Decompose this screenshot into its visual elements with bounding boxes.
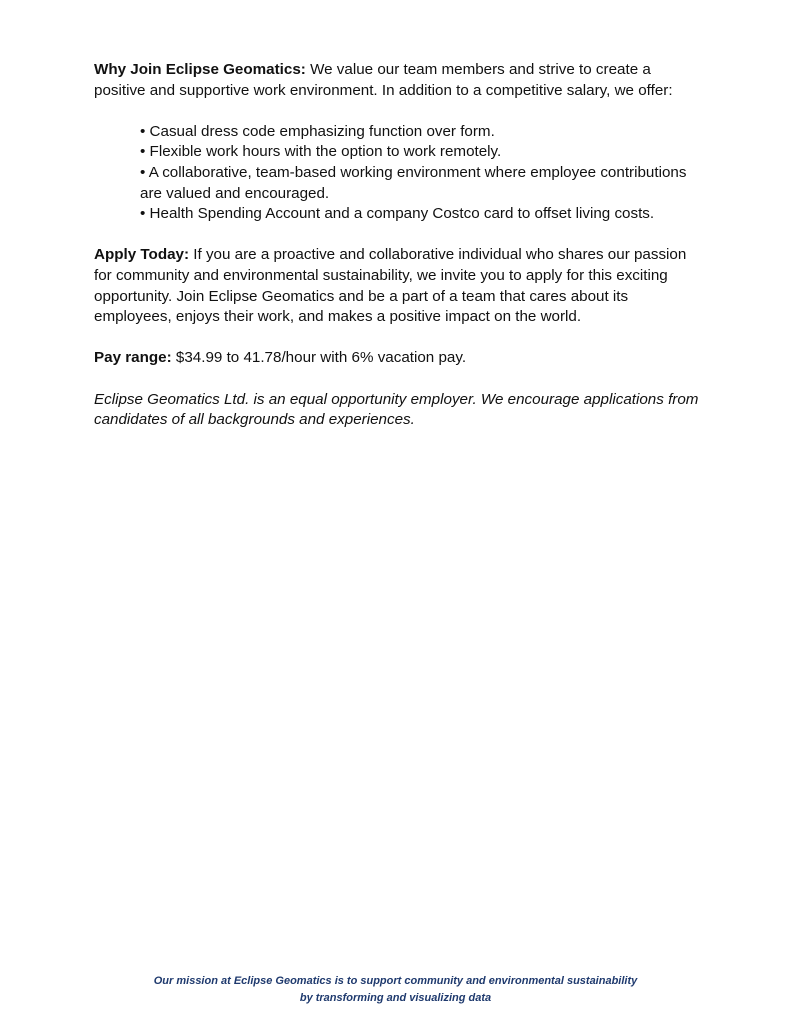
benefit-item-flexible-hours: • Flexible work hours with the option to work remotely.	[140, 143, 502, 161]
why-join-text: We value our team members and strive to create a positive and supportive work environment. In addition to a competitive salary, we offer:	[94, 61, 673, 99]
apply-today-text: If you are a proactive and collaborative individual who shares our passion for community and environmental sustainability, we invite you to apply for this exciting opportunity. Join Eclipse Geomatics and be a part of a team that cares about its employees, enjoys their work, and makes a positive impact on the world.	[94, 246, 687, 326]
equal-opportunity-statement: Eclipse Geomatics Ltd. is an equal opportunity employer. We encourage applications from candidates of all backgrounds and experiences.	[94, 390, 699, 429]
why-join-heading: Why Join Eclipse Geomatics:	[94, 61, 306, 78]
why-join-paragraph	[94, 60, 704, 101]
benefit-item-collaborative: • A collaborative, team-based working environment where employee contributions are valued and encouraged.	[140, 163, 687, 202]
benefits-list	[140, 122, 704, 225]
pay-range-heading: Pay range:	[94, 349, 172, 367]
apply-today-heading: Apply Today:	[94, 246, 190, 264]
pay-range-paragraph	[94, 348, 704, 369]
page-footer	[0, 973, 791, 1006]
footer-mission-line-1: Our mission at Eclipse Geomatics is to support community and environmental sustainability	[153, 975, 638, 987]
pay-range-text: $34.99 to 41.78/hour with 6% vacation pay.	[171, 349, 467, 367]
document-body	[94, 60, 704, 451]
footer-mission-line-2: by transforming and visualizing data	[299, 991, 492, 1004]
benefit-item-health-spending: • Health Spending Account and a company Costco card to offset living costs.	[140, 205, 655, 223]
apply-today-paragraph	[94, 245, 704, 327]
benefit-item-dress-code: • Casual dress code emphasizing function over form.	[140, 122, 495, 140]
